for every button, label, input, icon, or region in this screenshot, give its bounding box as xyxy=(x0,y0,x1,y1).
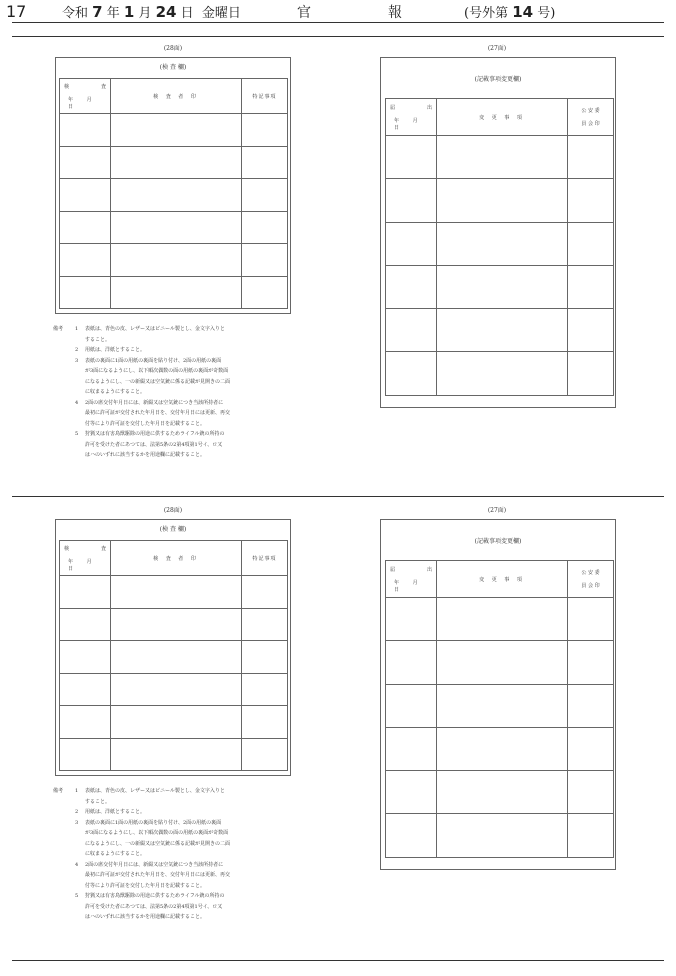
inspector-stamp-cell[interactable] xyxy=(111,146,242,179)
remark-line: 5 狩猟又は有害鳥獣駆除の用途に供するためライフル銃の所持の xyxy=(75,893,225,899)
page-number: 17 xyxy=(6,2,27,21)
commission-seal-cell[interactable] xyxy=(568,684,614,727)
remark-line: はハのいずれに該当するかを用途欄に記載すること。 xyxy=(85,452,206,458)
commission-seal-header: 公 安 委 員 会 印 xyxy=(568,561,614,598)
page-header xyxy=(0,0,676,22)
inspection-date-cell[interactable] xyxy=(60,706,111,739)
notification-date-header: 届 出 年 月 日 xyxy=(386,561,437,598)
notification-date-cell[interactable] xyxy=(386,814,437,857)
right-page-label: (27面) xyxy=(487,45,507,52)
table-row xyxy=(386,309,614,352)
inspector-stamp-cell[interactable] xyxy=(111,114,242,147)
notification-date-cell[interactable] xyxy=(386,598,437,641)
inspection-date-cell[interactable] xyxy=(60,211,111,244)
table-row xyxy=(386,771,614,814)
notification-date-cell[interactable] xyxy=(386,136,437,179)
table-row xyxy=(60,673,288,706)
inspection-date-cell[interactable] xyxy=(60,576,111,609)
inspection-title: (検 査 欄) xyxy=(159,526,187,533)
change-items-cell[interactable] xyxy=(437,771,568,814)
inspector-stamp-header: 検 査 者 印 xyxy=(111,79,242,114)
inspector-stamp-cell[interactable] xyxy=(111,608,242,641)
remarks xyxy=(53,786,295,923)
notification-date-cell[interactable] xyxy=(386,352,437,395)
notification-date-cell[interactable] xyxy=(386,727,437,770)
notification-date-cell[interactable] xyxy=(386,771,437,814)
inspection-table xyxy=(59,540,288,771)
commission-seal-cell[interactable] xyxy=(568,309,614,352)
inspector-stamp-cell[interactable] xyxy=(111,673,242,706)
change-items-cell[interactable] xyxy=(437,179,568,222)
commission-seal-cell[interactable] xyxy=(568,771,614,814)
remark-line: になるようにし、一の新綴又は空気銃に係る記載が見開きの二面 xyxy=(85,378,231,385)
special-notes-header: 特記事項 xyxy=(242,79,288,114)
inspector-stamp-cell[interactable] xyxy=(111,738,242,771)
table-row xyxy=(386,641,614,684)
table-row xyxy=(386,684,614,727)
remark-line: 5 狩猟又は有害鳥獣駆除の用途に供するためライフル銃の所持の xyxy=(75,431,225,437)
inspector-stamp-cell[interactable] xyxy=(111,706,242,739)
commission-seal-cell[interactable] xyxy=(568,136,614,179)
remarks xyxy=(53,324,295,461)
change-items-cell[interactable] xyxy=(437,641,568,684)
remark-line: 2 用紙は、洋紙とすること。 xyxy=(75,809,146,815)
remark-line: 許可を受けた者にあつては、法第5条の2第4項第1号イ、ロ又 xyxy=(85,903,223,910)
change-items-cell[interactable] xyxy=(437,684,568,727)
table-row xyxy=(60,608,288,641)
special-notes-cell[interactable] xyxy=(242,738,288,771)
inspection-date-header: 検 査 年 月 日 xyxy=(60,79,111,114)
commission-seal-cell[interactable] xyxy=(568,598,614,641)
change-header-row xyxy=(386,99,614,136)
notification-date-cell[interactable] xyxy=(386,309,437,352)
inspector-stamp-cell[interactable] xyxy=(111,576,242,609)
inspector-stamp-header: 検 査 者 印 xyxy=(111,541,242,576)
table-row xyxy=(386,179,614,222)
notification-date-cell[interactable] xyxy=(386,222,437,265)
remark-line: 4 2面の席交付年月日には、新綴又は空気銃につき当該所持者に xyxy=(75,861,224,868)
change-items-header: 変 更 事 項 xyxy=(437,561,568,598)
special-notes-cell[interactable] xyxy=(242,641,288,674)
special-notes-cell[interactable] xyxy=(242,244,288,277)
table-row xyxy=(386,352,614,395)
commission-seal-cell[interactable] xyxy=(568,179,614,222)
remark-line: 3 表紙の裏面に1面の用紙の裏面を貼り付け、2面の用紙の裏面 xyxy=(75,819,222,826)
inspection-date-cell[interactable] xyxy=(60,276,111,309)
notification-date-cell[interactable] xyxy=(386,641,437,684)
change-items-cell[interactable] xyxy=(437,814,568,857)
inspection-date-cell[interactable] xyxy=(60,244,111,277)
inspection-date-cell[interactable] xyxy=(60,608,111,641)
table-row xyxy=(60,244,288,277)
gazette-title-1: 官 xyxy=(297,5,311,21)
commission-seal-cell[interactable] xyxy=(568,814,614,857)
change-header-row xyxy=(386,561,614,598)
special-notes-cell[interactable] xyxy=(242,576,288,609)
table-row xyxy=(60,114,288,147)
header-rule xyxy=(12,22,664,23)
left-page-label: (28面) xyxy=(163,507,183,514)
table-row xyxy=(386,814,614,857)
change-items-cell[interactable] xyxy=(437,136,568,179)
table-row xyxy=(60,146,288,179)
inspection-table xyxy=(59,78,288,309)
table-row xyxy=(60,738,288,771)
inspection-header-row xyxy=(60,541,288,576)
change-items-cell[interactable] xyxy=(437,265,568,308)
remark-line: 付等により許可証を交付した年月日を記載すること。 xyxy=(85,420,206,427)
remark-line: になるようにし、一の新綴又は空気銃に係る記載が見開きの二面 xyxy=(85,840,231,847)
change-record-title: (記載事項変更欄) xyxy=(474,538,522,545)
remark-line: が3面になるようにし、以下順次偶数の面の用紙の裏面が奇数面 xyxy=(85,830,229,836)
table-row xyxy=(60,641,288,674)
commission-seal-cell[interactable] xyxy=(568,352,614,395)
remark-line: 2 用紙は、洋紙とすること。 xyxy=(75,347,146,353)
inspection-title: (検 査 欄) xyxy=(159,64,187,71)
table-row xyxy=(60,179,288,212)
table-row xyxy=(60,576,288,609)
remark-line: 3 表紙の裏面に1面の用紙の裏面を貼り付け、2面の用紙の裏面 xyxy=(75,357,222,364)
inspector-stamp-cell[interactable] xyxy=(111,641,242,674)
commission-seal-cell[interactable] xyxy=(568,265,614,308)
special-notes-cell[interactable] xyxy=(242,706,288,739)
change-items-cell[interactable] xyxy=(437,309,568,352)
inspection-date-cell[interactable] xyxy=(60,641,111,674)
remark-line: 付等により許可証を交付した年月日を記載すること。 xyxy=(85,882,206,889)
notification-date-header: 届 出 年 月 日 xyxy=(386,99,437,136)
left-page-label: (28面) xyxy=(163,45,183,52)
change-items-cell[interactable] xyxy=(437,222,568,265)
inspection-date-header: 検 査 年 月 日 xyxy=(60,541,111,576)
special-notes-cell[interactable] xyxy=(242,276,288,309)
issue-number: (号外第 14 号) xyxy=(464,3,556,21)
notification-date-cell[interactable] xyxy=(386,179,437,222)
remark-line: 最初に許可証が交付された年月日を、交付年月日には更新、再交 xyxy=(85,872,231,878)
change-items-cell[interactable] xyxy=(437,352,568,395)
remark-line: すること。 xyxy=(85,798,111,805)
table-row xyxy=(60,706,288,739)
special-notes-header: 特記事項 xyxy=(242,541,288,576)
bottom-divider xyxy=(12,960,664,961)
change-items-header: 変 更 事 項 xyxy=(437,99,568,136)
special-notes-cell[interactable] xyxy=(242,114,288,147)
special-notes-cell[interactable] xyxy=(242,146,288,179)
table-row xyxy=(60,276,288,309)
remark-line: すること。 xyxy=(85,336,111,343)
remark-line: 許可を受けた者にあつては、法第5条の2第4項第1号イ、ロ又 xyxy=(85,441,223,448)
remark-line: 4 2面の席交付年月日には、新綴又は空気銃につき当該所持者に xyxy=(75,399,224,406)
remark-line: 備考 1 表紙は、青色の皮、レザー又はビニール製とし、金文字入りと xyxy=(53,326,225,332)
notification-date-cell[interactable] xyxy=(386,265,437,308)
special-notes-cell[interactable] xyxy=(242,211,288,244)
remark-line: 最初に許可証が交付された年月日を、交付年月日には更新、再交 xyxy=(85,410,231,416)
notification-date-cell[interactable] xyxy=(386,684,437,727)
inspector-stamp-cell[interactable] xyxy=(111,244,242,277)
change-items-cell[interactable] xyxy=(437,598,568,641)
commission-seal-cell[interactable] xyxy=(568,222,614,265)
commission-seal-cell[interactable] xyxy=(568,727,614,770)
right-page-label: (27面) xyxy=(487,507,507,514)
inspection-date-cell[interactable] xyxy=(60,146,111,179)
change-record-table xyxy=(385,560,614,858)
top-divider xyxy=(12,36,664,37)
inspection-date-cell[interactable] xyxy=(60,738,111,771)
change-items-cell[interactable] xyxy=(437,727,568,770)
table-row xyxy=(386,136,614,179)
table-row xyxy=(386,598,614,641)
inspector-stamp-cell[interactable] xyxy=(111,211,242,244)
change-record-title: (記載事項変更欄) xyxy=(474,76,522,83)
inspection-date-cell[interactable] xyxy=(60,179,111,212)
commission-seal-cell[interactable] xyxy=(568,641,614,684)
table-row xyxy=(386,265,614,308)
remark-line: に収まるようにすること。 xyxy=(85,851,146,857)
remark-line: に収まるようにすること。 xyxy=(85,389,146,395)
inspector-stamp-cell[interactable] xyxy=(111,276,242,309)
middle-divider xyxy=(12,496,664,497)
special-notes-cell[interactable] xyxy=(242,179,288,212)
change-record-table xyxy=(385,98,614,396)
inspection-date-cell[interactable] xyxy=(60,114,111,147)
special-notes-cell[interactable] xyxy=(242,673,288,706)
inspector-stamp-cell[interactable] xyxy=(111,179,242,212)
inspection-date-cell[interactable] xyxy=(60,673,111,706)
gazette-title-2: 報 xyxy=(388,5,402,21)
table-row xyxy=(60,211,288,244)
remark-line: はハのいずれに該当するかを用途欄に記載すること。 xyxy=(85,914,206,920)
commission-seal-header: 公 安 委 員 会 印 xyxy=(568,99,614,136)
special-notes-cell[interactable] xyxy=(242,608,288,641)
inspection-header-row xyxy=(60,79,288,114)
publication-date: 令和 7 年 1 月 24 日 金曜日 xyxy=(62,3,241,21)
table-row xyxy=(386,222,614,265)
remark-line: 備考 1 表紙は、青色の皮、レザー又はビニール製とし、金文字入りと xyxy=(53,788,225,794)
remark-line: が3面になるようにし、以下順次偶数の面の用紙の裏面が奇数面 xyxy=(85,368,229,374)
table-row xyxy=(386,727,614,770)
